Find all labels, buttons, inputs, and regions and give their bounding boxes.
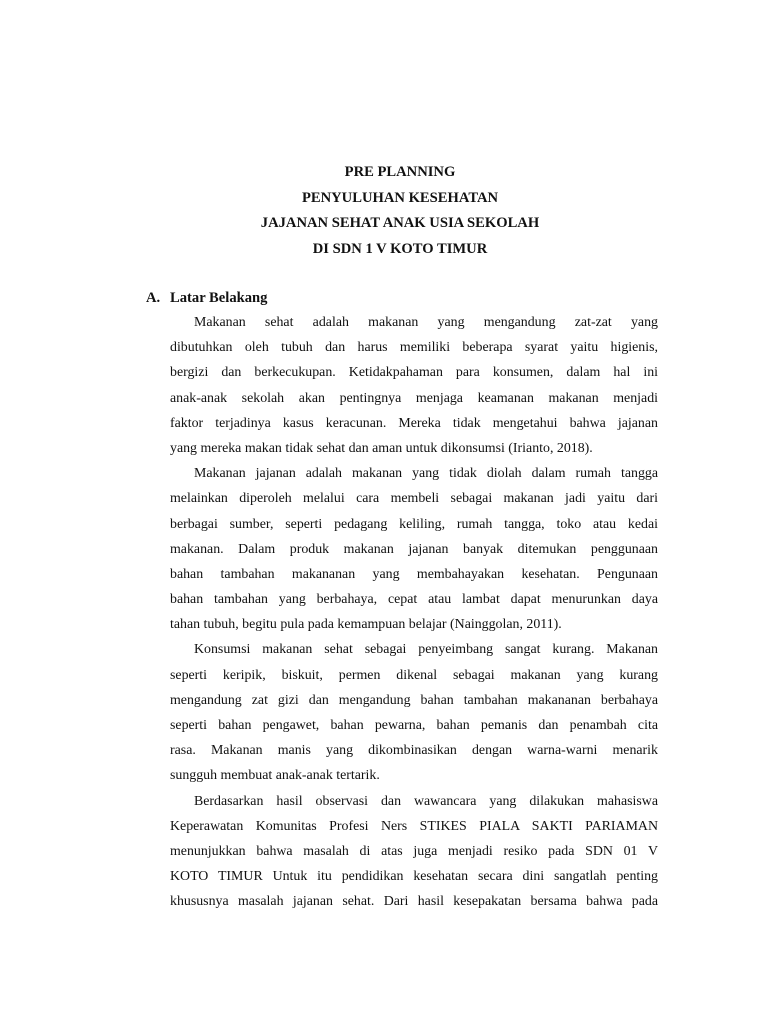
title-line: JAJANAN SEHAT ANAK USIA SEKOLAH	[260, 215, 540, 231]
title-line: DI SDN 1 V KOTO TIMUR	[312, 240, 488, 257]
section-latar-belakang	[146, 286, 658, 915]
paragraph	[170, 310, 658, 461]
paragraph-line: sungguh membuat anak-anak tertarik.	[170, 768, 380, 784]
paragraph-line: yang mereka makan tidak sehat dan aman untuk dikonsumsi (Irianto, 2018).	[170, 440, 593, 456]
paragraph-line: KOTO TIMUR Untuk itu pendidikan kesehatan secara dini sangatlah penting	[170, 869, 658, 885]
title-line: PENYULUHAN KESEHATAN	[301, 189, 499, 206]
paragraph-line: mengandung zat gizi dan mengandung bahan tambahan makananan berbahaya	[170, 692, 658, 708]
paragraph-line: Makanan jajanan adalah makanan yang tidak diolah dalam rumah tangga	[194, 466, 658, 482]
paragraph	[170, 637, 658, 788]
paragraph-line: seperti bahan pengawet, bahan pewarna, bahan pemanis dan penambah cita	[170, 718, 658, 733]
paragraph-line: khususnya masalah jajanan sehat. Dari hasil kesepakatan bersama bahwa pada	[170, 894, 658, 910]
section-heading-text: Latar Belakang	[170, 290, 268, 306]
paragraph-line: bergizi dan berkecukupan. Ketidakpahaman para konsumen, dalam hal ini	[170, 365, 658, 381]
paragraph-line: seperti keripik, biskuit, permen dikenal sebagai makanan yang kurang	[170, 667, 658, 683]
document-title	[0, 160, 768, 262]
paragraph-line: Keperawatan Komunitas Profesi Ners STIKES PIALA SAKTI PARIAMAN	[170, 818, 658, 834]
section-marker: A.	[146, 290, 161, 306]
paragraph-line: dibutuhkan oleh tubuh dan harus memiliki beberapa syarat yaitu higienis,	[170, 340, 658, 356]
paragraph-line: tahan tubuh, begitu pula pada kemampuan belajar (Nainggolan, 2011).	[170, 617, 562, 633]
paragraph-line: Berdasarkan hasil observasi dan wawancara yang dilakukan mahasiswa	[194, 793, 658, 809]
paragraph-line: berbagai sumber, seperti pedagang keliling, rumah tangga, toko atau kedai	[170, 516, 658, 532]
section-heading	[146, 286, 658, 310]
paragraph-line: bahan tambahan yang berbahaya, cepat atau lambat dapat menurunkan daya	[170, 592, 658, 608]
paragraph-line: bahan tambahan makananan yang membahayakan kesehatan. Pengunaan	[170, 566, 658, 582]
paragraph-line: Makanan sehat adalah makanan yang mengandung zat-zat yang	[194, 315, 658, 330]
paragraph-line: menunjukkan bahwa masalah di atas juga menjadi resiko pada SDN 01 V	[170, 843, 658, 859]
paragraph-line: makanan. Dalam produk makanan jajanan banyak ditemukan penggunaan	[170, 541, 658, 557]
paragraph-line: anak-anak sekolah akan pentingnya menjaga keamanan makanan menjadi	[170, 390, 658, 406]
paragraph-line: melainkan diperoleh melalui cara membeli sebagai makanan jadi yaitu dari	[170, 491, 658, 507]
paragraph	[170, 461, 658, 637]
paragraph-line: rasa. Makanan manis yang dikombinasikan dengan warna-warni menarik	[170, 743, 658, 759]
paragraph-line: faktor terjadinya kasus keracunan. Mereka tidak mengetahui bahwa jajanan	[170, 415, 658, 431]
paragraph-line: Konsumsi makanan sehat sebagai penyeimbang sangat kurang. Makanan	[194, 642, 658, 658]
paragraph	[170, 789, 658, 915]
section-body	[170, 310, 658, 915]
title-line: PRE PLANNING	[344, 164, 456, 180]
